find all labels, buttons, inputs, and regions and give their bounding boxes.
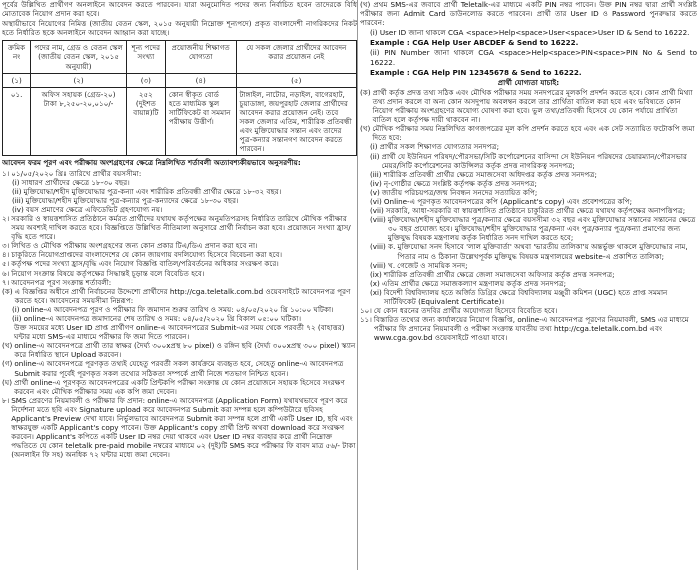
item-number: ১। [2, 168, 10, 178]
item-number: (ঘ) [2, 377, 13, 387]
item-text: এ বিজ্ঞপ্তির অধীনে প্রার্থী নির্বাচনের উদ্দেশ্যে প্রার্থীদের http://cga.teletalk.com.bd ওয়েবসাইটে আবেদনপত্র পূরণ করতে হবে। আবেদনের সময়সীমা নিম্নরূপ: [14, 286, 351, 305]
item-text: বয়স প্রমাণের ক্ষেত্রে এফিডেভিট গ্রহণযোগ্য নয়। [25, 204, 163, 214]
item-number: ১১। [360, 315, 372, 325]
list-item [2, 323, 357, 341]
list-item [360, 215, 697, 242]
list-item [2, 287, 357, 305]
index-cell: (৫) [236, 73, 356, 87]
item-number: (ii) [12, 314, 22, 323]
item-text: online-এ আবেদনপত্র পূরণ ও পরীক্ষার ফি জমাদান শুরুর তারিখ ও সময়: ০৪/০৫/২০২০ খ্রি ১০:০০ ঘটিকা। [21, 304, 334, 314]
index-cell: (১) [3, 73, 31, 87]
conditions-heading: আবেদন ফরম পূরণ এবং পরীক্ষায় অংশগ্রহণের ক্ষেত্রে নিম্নলিখিত শর্তাবলী অত্যাবশ্যকীয়ভাবে অনুসরণীয়: [2, 158, 301, 168]
cell-qualification: কোন স্বীকৃত বোর্ড হতে মাধ্যমিক স্কুল সার্টিফিকেট বা সমমান পরীক্ষায় উত্তীর্ণ। [165, 87, 236, 156]
list-item [2, 269, 357, 278]
list-item [360, 306, 697, 315]
list-item [2, 259, 357, 268]
list-item [2, 178, 357, 187]
item-number: (খ) [2, 341, 13, 351]
item-text: প্রার্থী online-এ পূরণকৃত আবেদনপত্রের একটি প্রিন্টকপি পরীক্ষা সংক্রান্ত যে কোন প্রয়োজনে সহায়ক হিসেবে সংরক্ষণ করবেন এবং মৌখিক পরীক্ষার সময় এক কপি জমা দেবেন। [14, 377, 345, 396]
item-text: সরকারি ও স্বায়ত্তশাসিত প্রতিষ্ঠানে কর্মরত প্রার্থীদের যথাযথ কর্তৃপক্ষের অনুমতিপত্রসহ নির্ধারিত তারিখে মৌখিক পরীক্ষার সময় অবশ্যই দাখিল করতে হবে। বিজ্ঞপ্তিতে উল্লিখিত নীতিমালা অনুসারে প্রার্থী নির্বাচন করা হবে। প্রয়োজনে সংখ্যা হ্রাস/বৃদ্ধি হতে পারে। [11, 213, 351, 242]
list-item [2, 341, 357, 359]
list-item [2, 241, 357, 250]
list-item [2, 250, 357, 259]
item-text: মৌখিক পরীক্ষার সময় নিম্নলিখিত কাগজপত্রের মূল কপি প্রদর্শন করতে হবে এবং এক সেট সত্যায়িত ফটোকপি জমা দিতে হবে: [372, 124, 695, 143]
item-number: (গ) [2, 359, 13, 369]
item-number: ৩। [2, 241, 10, 251]
documents-list [360, 88, 697, 343]
item-text: SMS প্রেরণের নিয়মাবলী ও পরীক্ষার ফি প্রদান: online-এ আবেদনপত্র (Application Form) যথাযথভাবে পূরণ করে নির্দেশনা মতে ছবি এবং Signature upload করে আবেদনপত্র Submit করা সম্পন্ন হলে কম্পিউটারে ছবিসহ Applicant's Preview দেখা যাবে। নির্ভুলভাবে আবেদনপত্র Submit করা সম্পন্ন হলে প্রার্থী একটি User ID, ছবি এবং স্বাক্ষরযুক্ত একটি Applicant's copy পাবেন। উক্ত Applicant's copy প্রার্থী প্রিন্ট অথবা download করে সংরক্ষণ করবেন। Applicant's কপিতে একটি User ID নম্বর দেয়া থাকবে এবং User ID নম্বর ব্যবহার করে প্রার্থী নিম্নোক্ত পদ্ধতিতে যে কোন teletalk pre-paid mobile নম্বরের মাধ্যমে ০২ (দুই)টি SMS করে পরীক্ষার ফি বাবদ মাত্র ৫৬/- টাকা (অনলাইন ফি সহ) অনধিক ৭২ ঘন্টার মধ্যে জমা দেবেন। [11, 395, 356, 460]
cell-post-count: ২৫২ (দুইশত বায়ান্ন)টি [126, 87, 165, 156]
item-text: মুক্তিযোদ্ধা সনদ হিসাবে 'লাল মুক্তিবার্তা' অথবা 'ভারতীয় তালিকা'য় অন্তর্ভুক্ত থাকলে মুক্তিযোদ্ধার নাম, পিতার নাম ও ঠিকানা উল্লেখপূর্বক মুক্তিযুদ্ধ বিষয়ক মন্ত্রণালয়ের website-এ প্রকাশিত তালিকা; [397, 242, 688, 261]
item-number: ৭। [2, 277, 10, 287]
post-table-header [3, 41, 357, 73]
sms-line: (ii) PIN Number জানা থাকলে CGA <space>Help<space>PIN<space>PIN No & Send to 16222. [370, 48, 697, 67]
list-item [2, 305, 357, 314]
list-item [360, 279, 697, 288]
header-excluded-districts: যে সকল জেলার প্রার্থীদের আবেদন করার প্রয়োজন নেই [236, 41, 356, 73]
item-number: (v) [370, 187, 380, 197]
item-text: যে কোন ধরনের তদবির প্রার্থীর অযোগ্যতা হিসেবে বিবেচিত হবে। [373, 306, 558, 316]
item-text: কর্তৃপক্ষ পদের সংখ্যা হ্রাস/বৃদ্ধি এবং নিয়োগ বিজ্ঞপ্তি বাতিল/পরিবর্তনের অধিকার সংরক্ষণ করে। [11, 259, 279, 269]
item-text: আবেদনপত্র পূরণ সংক্রান্ত শর্তাবলী: [11, 277, 112, 287]
post-table [2, 40, 357, 156]
list-item [2, 278, 357, 287]
list-item [360, 88, 697, 124]
item-number: (i) [12, 304, 20, 314]
item-number: (iv) [370, 178, 382, 188]
list-item [360, 124, 697, 142]
column-divider [357, 0, 358, 570]
table-row [3, 87, 357, 156]
item-text: সাধারণ প্রার্থীদের ক্ষেত্রে ১৮-৩০ বছর। [21, 177, 130, 187]
item-text: প্রার্থীর সকল শিক্ষাগত যোগ্যতার সনদপত্র; [379, 142, 500, 152]
header-post-name: পদের নাম, গ্রেড ও বেতন স্কেল (জাতীয় বেতন স্কেল, ২০১৫ অনুযায়ী) [31, 41, 127, 73]
list-item [360, 261, 697, 270]
list-item [360, 315, 697, 342]
item-number: (ক) [360, 87, 371, 97]
list-item [2, 169, 357, 178]
item-text: মুক্তিযোদ্ধা/শহীদ মুক্তিযোদ্ধার পুত্র/কন্যার ক্ষেত্রে বয়সসীমা ৩২ বছর এবং মুক্তিযোদ্ধার সন্তানের সন্তানের ক্ষেত্রে ৩০ বছর প্রযোজ্য হবে। মুক্তিযোদ্ধা/শহীদ মুক্তিযোদ্ধার পুত্র/কন্যা এবং পুত্র/কন্যার পুত্র/কন্যা প্রমাণের জন্য মুক্তিযুদ্ধ বিষয়ক মন্ত্রণালয় কর্তৃক নির্ধারিত সনদ দাখিল করতে হবে; [387, 215, 696, 243]
item-number: (xi) [370, 287, 382, 297]
item-number: ৫। [2, 259, 10, 269]
list-item [2, 359, 357, 377]
cell-post-name: অফিস সহায়ক (গ্রেড-২০) টাকা ৮,২৫০-২০,০১০/- [31, 87, 127, 156]
item-number: (i) [12, 177, 20, 187]
sms-example: Example : CGA Help PIN 12345678 & Send to 16222. [370, 67, 582, 77]
item-text: online-এ আবেদনপত্রে প্রার্থী তার স্বাক্ষর (দৈর্ঘ্য ৩০০xপ্রস্থ ৮০ pixel) ও রঙ্গিন ছবি (দৈর্ঘ্য ৩০০xপ্রস্থ ৩০০ pixel) স্ক্যান করে নির্ধারিত স্থানে Upload করবেন। [14, 341, 356, 360]
item-text: নৃ-গোষ্ঠীর ক্ষেত্রে সংশ্লিষ্ট কর্তৃপক্ষ কর্তৃক প্রদত্ত সনদপত্র; [383, 178, 537, 188]
sms-line: (i) User ID জানা থাকলে CGA <space>Help<space>User<space>User ID & Send to 16222. [370, 28, 690, 38]
item-text: লিখিত ও মৌখিক পরীক্ষায় অংশগ্রহণের জন্য কোন প্রকার টিএ/ডিএ প্রদান করা হবে না। [11, 241, 258, 251]
item-number: (viii) খ. [370, 260, 396, 270]
list-item [2, 187, 357, 196]
item-text: মুক্তিযোদ্ধা/শহীদ মুক্তিযোদ্ধার পুত্র-কন্যার পুত্র-কন্যাদের ক্ষেত্রে ১৮-৩০ বছর। [25, 195, 239, 205]
item-number: (iii) [12, 195, 24, 205]
item-text: উক্ত সময়ের মধ্যে User ID প্রাপ্ত প্রার্থীগণ online-এ আবেদনপত্রের Submit-এর সময় থেকে পরবর্তী ৭২ (বাহাত্তর) ঘন্টার মধ্যে SMS-এর মাধ্যমে পরীক্ষার ফি জমা দিতে পারবেন। [14, 323, 345, 342]
eligibility-heading: প্রার্থী যোগ্যতা যাচাই: [497, 77, 560, 87]
item-text: চাকুরিতে নিয়োগপ্রাপ্তদের বাংলাদেশের যে কোন জায়গায় বদলিযোগ্য হিসেবে বিবেচনা করা হবে। [11, 250, 283, 260]
item-number: (ক) [2, 286, 13, 296]
list-item [360, 142, 697, 151]
item-number: ৪। [2, 250, 10, 260]
cell-serial: ০১. [3, 87, 31, 156]
index-cell: (৪) [165, 73, 236, 87]
item-number: (ii) [12, 186, 22, 196]
list-item [360, 179, 697, 188]
list-item [360, 288, 697, 306]
item-number: (খ) [360, 124, 371, 134]
item-number: (ix) [370, 269, 382, 279]
item-number: ৮। [2, 395, 10, 405]
left-column [2, 0, 357, 570]
item-text: ০১/০৫/২০২০ খ্রিঃ তারিখে প্রার্থীর বয়সসীমা: [11, 168, 142, 178]
item-text: online-এ আবেদনপত্র জমাদানের শেষ তারিখ ও সময়: ০৪/০৫/২০২০ খ্রি বিকাল ০৫:০০ ঘটিকা। [23, 314, 302, 323]
list-item [360, 197, 697, 206]
item-text: প্রার্থী যে ইউনিয়ন পরিষদ/পৌরসভা/সিটি কর্পোরেশনের বাসিন্দা সে ইউনিয়ন পরিষদের চেয়ারম্যান/পৌরসভার মেয়র/সিটি কর্পোরেশনের কাউন্সিলর কর্তৃক প্রদত্ত নাগরিকত্ব সনদপত্র; [381, 151, 687, 170]
item-text: সরকারি, আধা-সরকারি বা স্বায়ত্তশাসিত প্রতিষ্ঠানে চাকুরিরত প্রার্থীর ক্ষেত্রে যথাযথ কর্তৃপক্ষের অনাপত্তিপত্র; [385, 206, 686, 216]
conditions-list [2, 169, 357, 287]
list-item [360, 188, 697, 197]
intro-line-1: পূর্বের উল্লিখিত প্রার্থীগণ অনলাইনে আবেদন করতে পারবেন। যারা অনুমোদিত পদের জন্য নির্বাচিত হবেন তাদেরকে বিধি মোতাবেক নিয়োগ প্রদান করা হবে। [2, 0, 357, 19]
item-text: বিদেশী বিশ্ববিদ্যালয় হতে অর্জিত ডিগ্রির ক্ষেত্রে বিশ্ববিদ্যালয় মঞ্জুরী কমিশন (UGC) হতে প্রাপ্ত সমমান সার্টিফিকেট (Equivalent Certificate)। [383, 287, 668, 306]
item-text: জাতীয় পরিচয়পত্র/জন্ম নিবন্ধন সনদের সত্যায়িত কপি; [381, 187, 538, 197]
item-text: মুক্তিযোদ্ধা/শহীদ মুক্তিযোদ্ধার পুত্র-কন্যা এবং শারীরিক প্রতিবন্ধী প্রার্থীর ক্ষেত্রে ১৮-৩২ বছর। [23, 186, 282, 196]
item-text: নিয়োগ সংক্রান্ত বিষয়ে কর্তৃপক্ষের সিদ্ধান্তই চূড়ান্ত বলে বিবেচিত হবে। [11, 268, 205, 278]
item-text: শারীরিক প্রতিবন্ধী প্রার্থীর ক্ষেত্রে জেলা সমাজসেবা অফিসার কর্তৃক প্রদত্ত সনদপত্র; [383, 269, 615, 279]
item-number: (iii) [370, 169, 382, 179]
list-item [2, 205, 357, 214]
list-item [2, 378, 357, 396]
sms-line: (খ) প্রথম SMS-এর জবাবে প্রার্থী Teletalk-এর মাধ্যমে একটি PIN নম্বর পাবেন। উক্ত PIN নম্বর দ্বারা প্রার্থী সংশ্লিষ্ট পরীক্ষার জন্য Admit Card ডাউনলোড করতে পারবেন। প্রার্থী তার User ID ও Password পুনরুদ্ধার করতে পারবেন: [360, 0, 697, 28]
item-number: (viii) ক. [370, 242, 396, 252]
application-rules-list [2, 287, 357, 460]
index-cell: (২) [31, 73, 127, 87]
item-number: (iv) [12, 204, 24, 214]
item-number: (vi) [370, 196, 382, 206]
item-number: ১০। [360, 306, 372, 316]
intro-line-2: অস্থায়ীভাবে নিয়োগের নিমিত্ত (জাতীয় বেতন স্কেল, ২০১৫ অনুযায়ী নিম্নোক্ত শূন্যপদে) প্রকৃত বাংলাদেশী নাগরিকদের নিকট হতে নির্ধারিত ছকে অনলাইনে আবেদন আহ্বান করা যাচ্ছে। [2, 19, 357, 38]
list-item [360, 270, 697, 279]
item-text: গেজেট ও সাময়িক সনদ; [397, 260, 468, 270]
list-item [360, 170, 697, 179]
right-column [360, 0, 697, 570]
cell-excluded-districts: টাঙ্গাইল, নাটোর, নড়াইল, বাগেরহাট, চুয়াডাঙ্গা, জয়পুরহাট জেলার প্রার্থীদের আবেদন করার প্রয়োজন নেই। তবে সকল জেলার এতিম, শারীরিক প্রতিবন্ধী এবং মুক্তিযোদ্ধার সন্তান এবং তাদের পুত্র-কন্যার সন্তানগণ আবেদন করতে পারবেন। [236, 87, 356, 156]
item-text: বিস্তারিত তথ্যের জন্য কার্যালয়ের নিয়োগ বিজ্ঞপ্তি, online-এ আবেদনপত্র পূরণের নিয়মাবলী, SMS এর মাধ্যমে পরীক্ষার ফি প্রদানের নিয়মাবলী ও পরীক্ষা সংক্রান্ত যাবতীয় তথ্য http://cga.teletalk.com.bd এবং www.cga.gov.bd ওয়েবসাইটে পাওয়া যাবে। [373, 315, 689, 343]
item-number: (i) [370, 142, 378, 152]
item-text: এতিম প্রার্থীর ক্ষেত্রে সমাজকল্যাণ মন্ত্রণালয় কর্তৃক প্রদত্ত সনদপত্র; [381, 278, 567, 288]
item-text: শারীরিক প্রতিবন্ধী প্রার্থীর ক্ষেত্রে সমাজসেবা অধিদপ্তর কর্তৃক প্রদত্ত সনদপত্র; [383, 169, 597, 179]
list-item [2, 196, 357, 205]
item-text: Online-এ পূরণকৃত আবেদনপত্রের কপি (Applicant's copy) এবং প্রবেশপত্রের কপি; [383, 196, 632, 206]
post-table-index-row [3, 73, 357, 87]
item-text: প্রার্থী কর্তৃক প্রদত্ত তথ্য সঠিক এবং মৌখিক পরীক্ষার সময় সনদপত্রের মূলকপি প্রদর্শন করতে হবে। কোন প্রার্থী মিথ্যা তথ্য প্রদান করলে বা অন্য কোন অসদুপায় অবলম্বন করলে তার প্রার্থিতা বাতিল করা হবে এবং ভবিষ্যতে কোন নিয়োগ পরীক্ষায় অংশগ্রহণের অযোগ্য ঘোষণা করা হবে। ভুল তথ্য/প্রতিবন্ধী হিসেবে যে কোন পর্যায়ে প্রার্থিতা বাতিল হলে কর্তৃপক্ষ দায়ী থাকবেন না। [372, 87, 693, 125]
item-number: (vii) [370, 206, 384, 216]
item-number: (ii) [370, 151, 380, 161]
list-item [360, 242, 697, 260]
sms-example: Example : CGA Help User ABCDEF & Send to 16222. [370, 38, 579, 48]
header-post-count: শূন্য পদের সংখ্যা [126, 41, 165, 73]
list-item [2, 314, 357, 323]
item-number: ২। [2, 213, 10, 223]
item-number: ৬। [2, 268, 10, 278]
item-number: (viii) [370, 215, 386, 225]
index-cell: (৩) [126, 73, 165, 87]
item-text: online-এ আবেদনপত্রে পূরণকৃত তথ্যই যেহেতু পরবর্তী সকল কার্যক্রমে ব্যবহৃত হবে, সেহেতু online-এ আবেদনপত্র Submit করার পূর্বেই পূরণকৃত সকল তথ্যের সঠিকতা সম্পর্কে প্রার্থী নিজে শতভাগ নিশ্চিত হবেন। [14, 359, 344, 378]
list-item [2, 396, 357, 460]
item-number: (x) [370, 278, 380, 288]
header-qualification: প্রয়োজনীয় শিক্ষাগত যোগ্যতা [165, 41, 236, 73]
list-item [360, 152, 697, 170]
list-item [360, 206, 697, 215]
header-serial: ক্রমিক নং [3, 41, 31, 73]
list-item [2, 214, 357, 241]
